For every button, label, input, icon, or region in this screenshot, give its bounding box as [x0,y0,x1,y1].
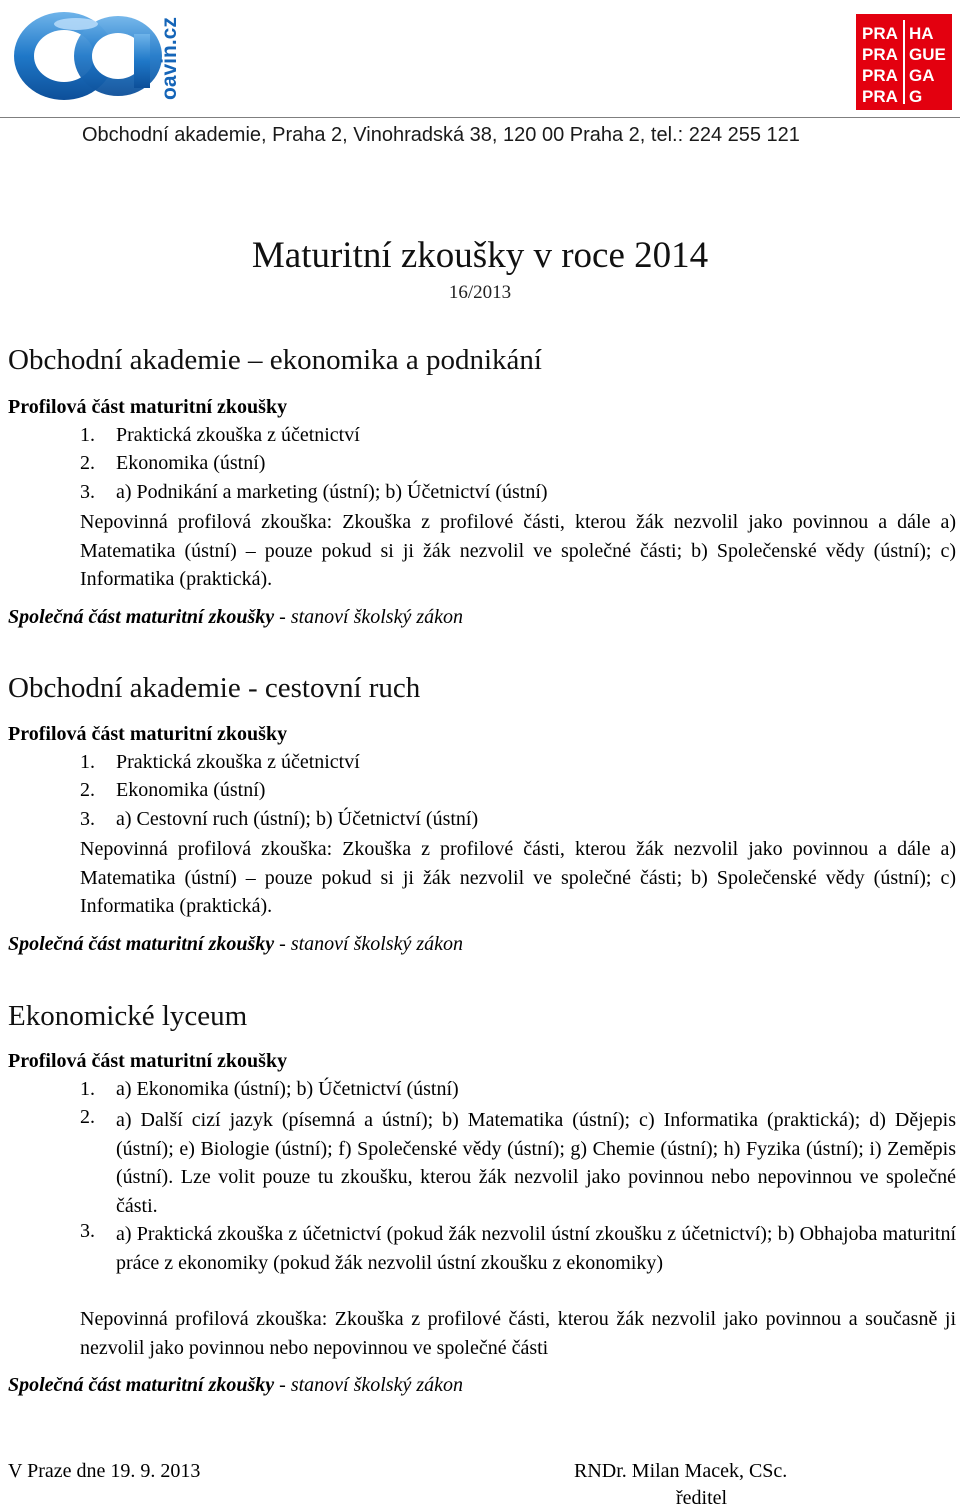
praha-logo-graphic [856,14,952,110]
document-number: 16/2013 [448,282,512,303]
school-address: Obchodní akademie, Praha 2, Vinohradská 38, 120 00 Praha 2, tel.: 224 255 121 [82,124,800,146]
praha-logo-left-3: PRA [862,66,898,85]
common-part-bold: Společná část maturitní zkoušky [8,933,275,955]
common-part-rest: - stanoví školský zákon [274,1374,464,1396]
item-number: 3. [80,481,95,503]
item-text: Praktická zkouška z účetnictví [116,751,360,773]
item-text: a) Další cizí jazyk (písemná a ústní); b) Matematika (ústní); c) Informatika (praktická); d) Dějepis (ústní); e) Biologie (ústní); f) Společenské vědy (ústní); g) Chemie (ústní); h) Fyzika (ústní); i) Zeměpis (ústní). Lze volit pouze tu zkoušku, kterou žák nezvolil jako povinnou nebo nepovinnou ve společné části. [116,1109,956,1217]
praha-logo-left-2: PRA [862,45,898,64]
optional-exam-text: Nepovinná profilová zkouška: Zkouška z profilové části, kterou žák nezvolil jako povinnou a dále a) Matematika (ústní) – pouze pokud si ji žák nezvolil ve společné části; b) Společenské vědy (ústní); c) Informatika (praktická). [80,511,956,590]
item-number: 3. [80,1220,95,1242]
item-number: 2. [80,1106,95,1128]
oavin-logo [6,4,182,104]
common-part-bold: Společná část maturitní zkoušky [8,1374,275,1396]
praha-logo-right-3: GA [909,66,935,85]
item-text: Ekonomika (ústní) [116,779,266,801]
praha-logo [856,14,952,110]
item-text: a) Ekonomika (ústní); b) Účetnictví (ústní) [116,1078,459,1100]
item-text: Praktická zkouška z účetnictví [116,424,360,446]
item-text: a) Praktická zkouška z účetnictví (pokud žák nezvolil ústní zkoušku z účetnictví); b) Obhajoba maturitní práce z ekonomiky (pokud žák nezvolil ústní zkoušku z ekonomiky) [116,1223,956,1274]
profile-heading: Profilová část maturitní zkoušky [8,1050,288,1072]
common-part-note [8,606,463,629]
item-text: a) Podnikání a marketing (ústní); b) Účetnictví (ústní) [116,481,548,503]
optional-exam-text: Nepovinná profilová zkouška: Zkouška z profilové části, kterou žák nezvolil jako povinnou a současně ji nezvolil jako povinnou nebo nepovinnou ve společné části [80,1308,956,1359]
item-number: 1. [80,1078,95,1100]
item-text: Ekonomika (ústní) [116,452,266,474]
common-part-rest: - stanoví školský zákon [274,933,464,955]
place-date: V Praze dne 19. 9. 2013 [8,1460,201,1482]
common-part-rest: - stanoví školský zákon [274,606,464,628]
profile-heading: Profilová část maturitní zkoušky [8,396,288,418]
item-number: 3. [80,808,95,830]
header-divider [0,117,960,118]
common-part-note [8,933,463,956]
profile-heading: Profilová část maturitní zkoušky [8,723,288,745]
section-title-cestovni-ruch: Obchodní akademie - cestovní ruch [8,672,421,704]
item-number: 1. [80,424,95,446]
item-number: 2. [80,779,95,801]
item-number: 2. [80,452,95,474]
oavin-logo-text: oavin.cz [158,17,181,100]
praha-logo-left-4: PRA [862,87,898,106]
common-part-bold: Společná část maturitní zkoušky [8,606,275,628]
praha-logo-right-2: GUE [909,45,946,64]
praha-logo-right-1: HA [909,24,934,43]
signer-name: RNDr. Milan Macek, CSc. [574,1460,788,1482]
praha-logo-left-1: PRA [862,24,898,43]
section-title-ekonomika: Obchodní akademie – ekonomika a podnikání [8,344,542,376]
optional-exam-text: Nepovinná profilová zkouška: Zkouška z profilové části, kterou žák nezvolil jako povinnou a dále a) Matematika (ústní) – pouze pokud si ji žák nezvolil ve společné části; b) Společenské vědy (ústní); c) Informatika (praktická). [80,838,956,917]
document-title: Maturitní zkoušky v roce 2014 [251,235,709,276]
signer-role: ředitel [676,1487,728,1509]
section-title-lyceum: Ekonomické lyceum [8,1000,248,1032]
praha-logo-right-4: G [909,87,923,106]
common-part-note [8,1374,463,1397]
item-text: a) Cestovní ruch (ústní); b) Účetnictví (ústní) [116,808,479,830]
oavin-logo-graphic [6,4,182,104]
item-number: 1. [80,751,95,773]
